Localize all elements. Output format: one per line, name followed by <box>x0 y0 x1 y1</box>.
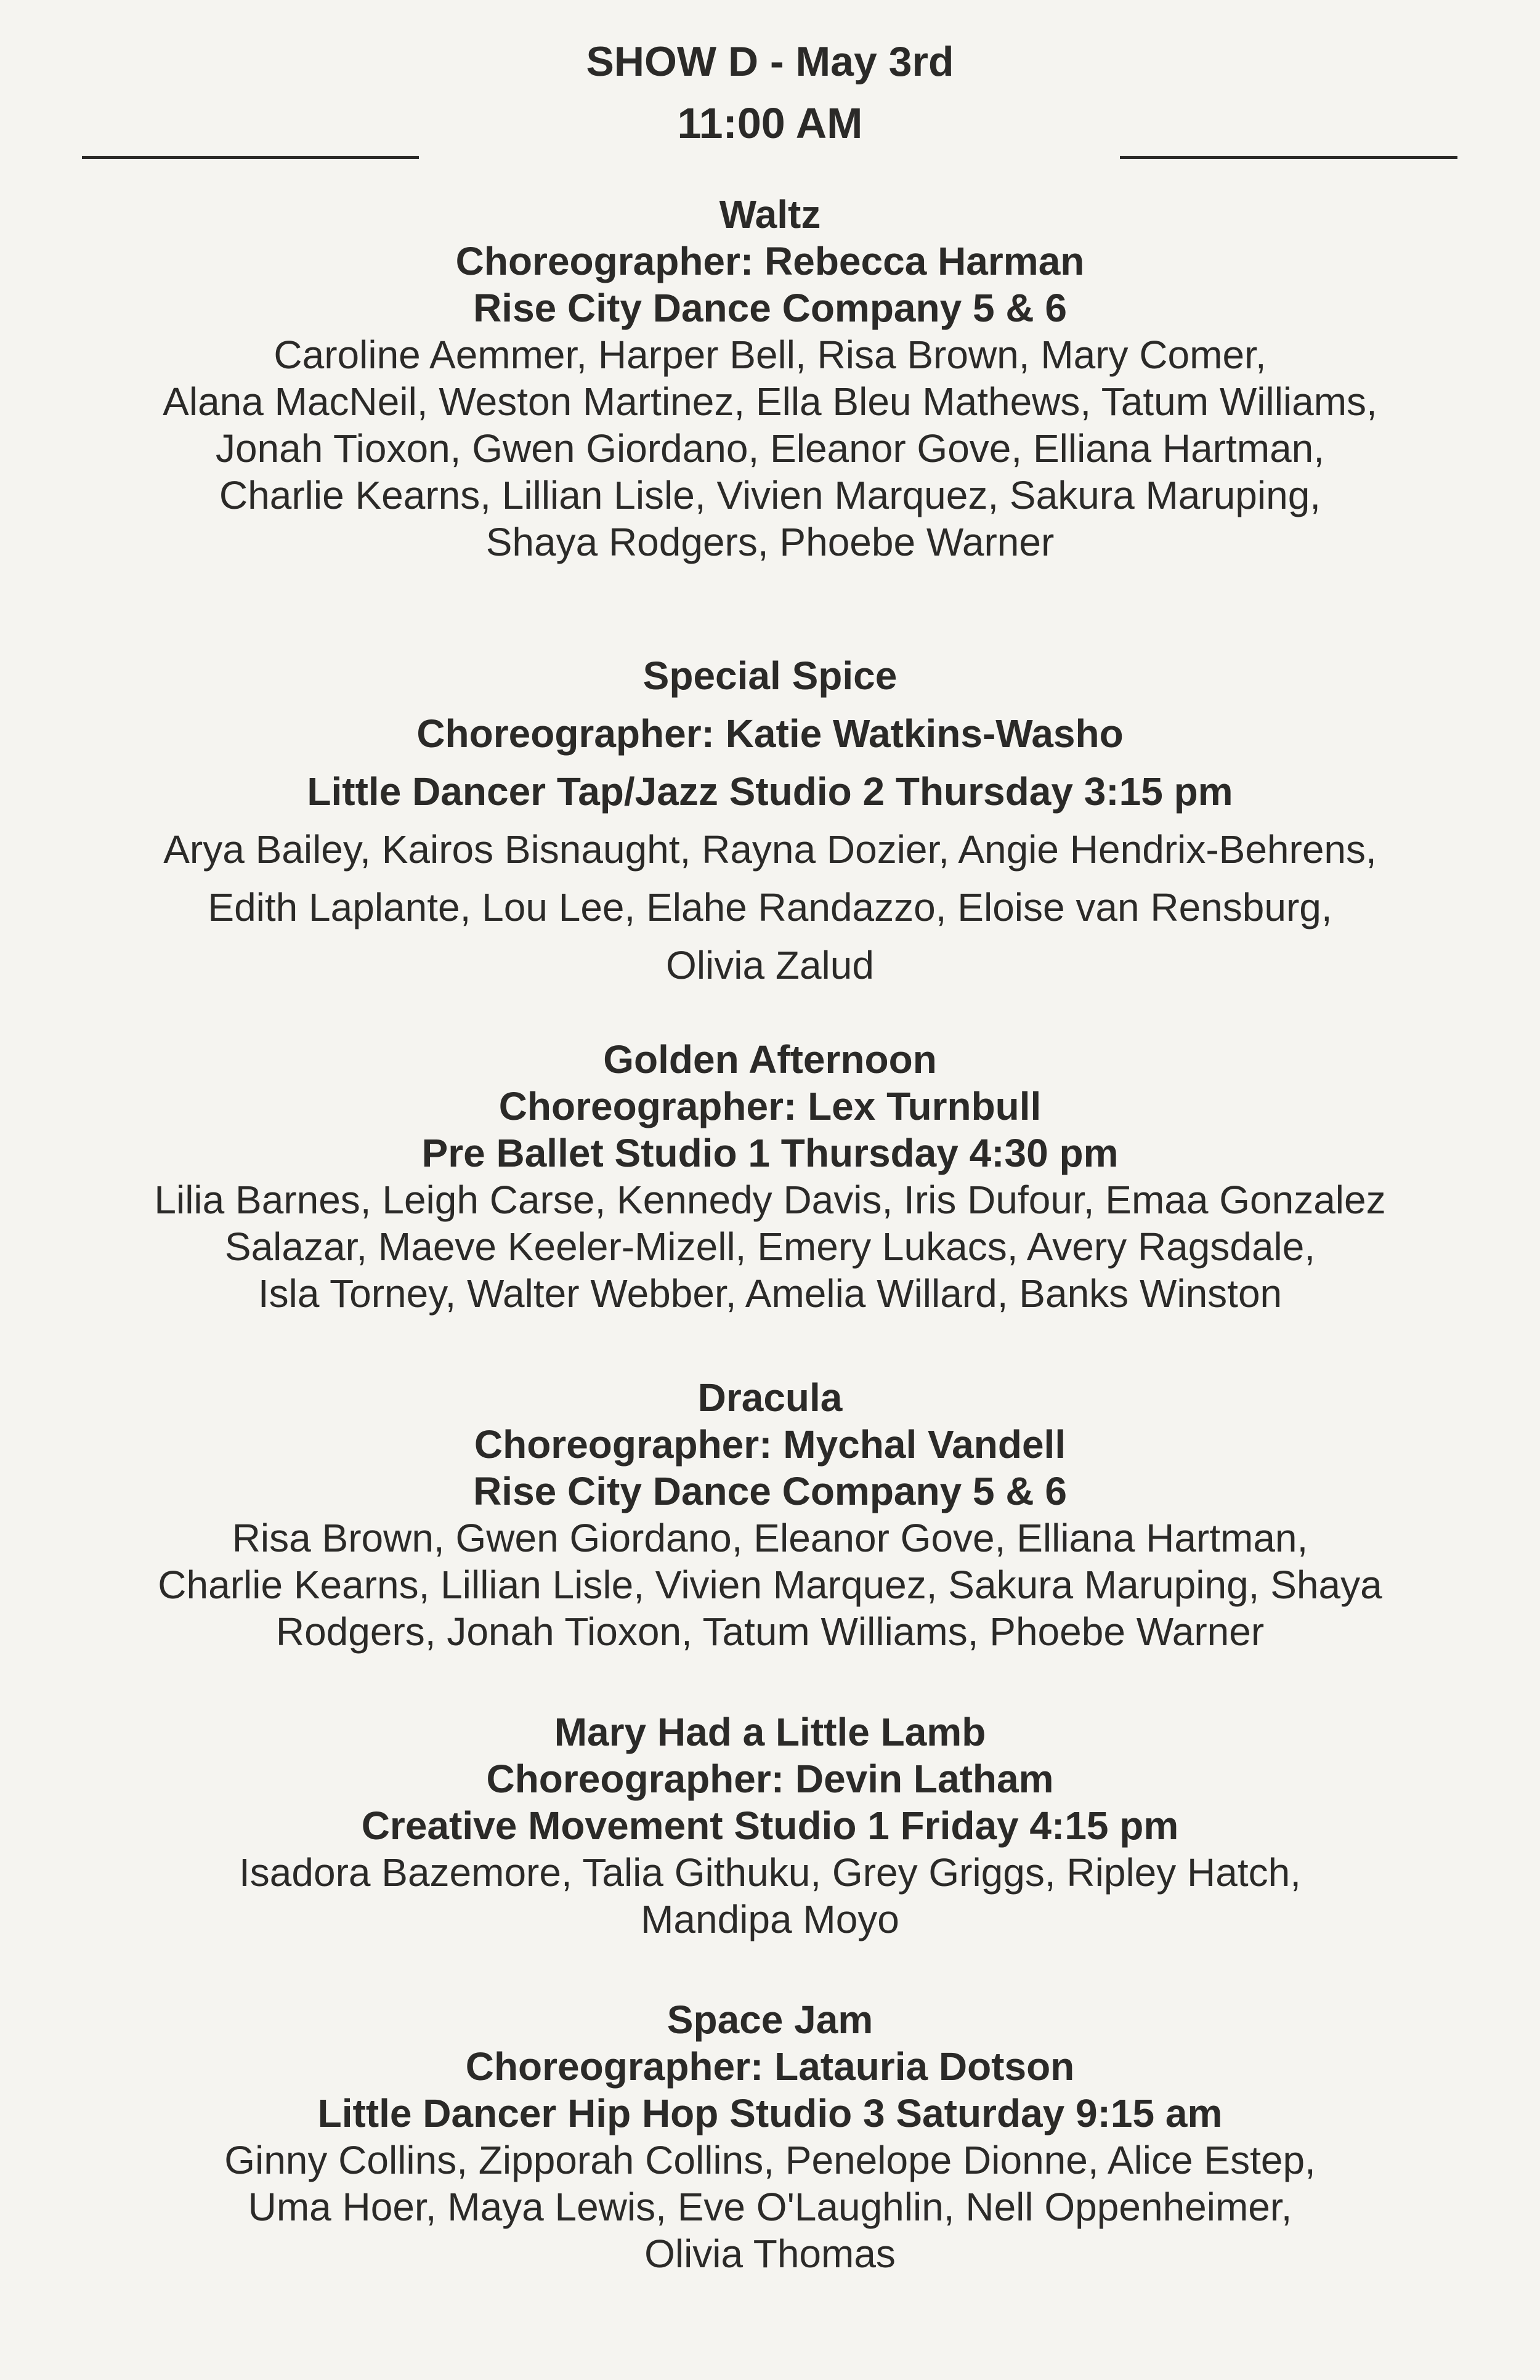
cast-line: Mandipa Moyo <box>641 1897 899 1941</box>
piece-choreographer: Choreographer: Mychal Vandell <box>474 1422 1066 1467</box>
piece-title: Special Spice <box>642 654 898 698</box>
show-title: SHOW D - May 3rd <box>586 38 954 85</box>
piece-title: Golden Afternoon <box>603 1037 937 1082</box>
cast-line: Olivia Zalud <box>666 943 874 987</box>
piece-dracula <box>0 1374 1540 1655</box>
piece-title: Mary Had a Little Lamb <box>554 1710 986 1754</box>
piece-class: Creative Movement Studio 1 Friday 4:15 pm <box>361 1803 1179 1848</box>
cast-line: Alana MacNeil, Weston Martinez, Ella Bleu Mathews, Tatum Williams, <box>163 379 1377 424</box>
piece-choreographer: Choreographer: Latauria Dotson <box>465 2044 1075 2089</box>
piece-class: Pre Ballet Studio 1 Thursday 4:30 pm <box>421 1131 1119 1175</box>
cast-line: Charlie Kearns, Lillian Lisle, Vivien Marquez, Sakura Maruping, <box>219 473 1321 517</box>
piece-choreographer: Choreographer: Devin Latham <box>486 1757 1054 1801</box>
piece-waltz <box>0 191 1540 565</box>
cast-line: Salazar, Maeve Keeler-Mizell, Emery Lukacs, Avery Ragsdale, <box>224 1224 1316 1269</box>
cast-line: Jonah Tioxon, Gwen Giordano, Eleanor Gove, Elliana Hartman, <box>215 426 1325 471</box>
piece-choreographer: Choreographer: Rebecca Harman <box>455 239 1085 283</box>
cast-line: Shaya Rodgers, Phoebe Warner <box>485 520 1055 564</box>
piece-choreographer: Choreographer: Katie Watkins-Washo <box>416 711 1124 756</box>
piece-title: Waltz <box>719 192 821 237</box>
cast-line: Rodgers, Jonah Tioxon, Tatum Williams, Phoebe Warner <box>275 1609 1265 1654</box>
piece-title: Space Jam <box>667 1997 873 2042</box>
piece-mary-had-a-little-lamb <box>0 1709 1540 1943</box>
cast-line: Olivia Thomas <box>644 2232 896 2276</box>
piece-title: Dracula <box>697 1375 843 1420</box>
piece-class: Little Dancer Hip Hop Studio 3 Saturday 9:15 am <box>317 2091 1223 2135</box>
show-time: 11:00 AM <box>677 99 863 147</box>
piece-special-spice <box>0 647 1540 994</box>
cast-line: Ginny Collins, Zipporah Collins, Penelope Dionne, Alice Estep, <box>224 2138 1316 2182</box>
program-header <box>0 31 1540 154</box>
piece-class: Little Dancer Tap/Jazz Studio 2 Thursday 3:15 pm <box>307 769 1233 814</box>
cast-line: Isla Torney, Walter Webber, Amelia Willard, Banks Winston <box>257 1271 1283 1316</box>
piece-space-jam <box>0 1996 1540 2277</box>
header-rule-left <box>82 156 419 159</box>
piece-class: Rise City Dance Company 5 & 6 <box>473 286 1067 330</box>
cast-line: Caroline Aemmer, Harper Bell, Risa Brown, Mary Comer, <box>274 333 1266 377</box>
cast-line: Charlie Kearns, Lillian Lisle, Vivien Marquez, Sakura Maruping, Shaya <box>158 1563 1382 1607</box>
cast-line: Risa Brown, Gwen Giordano, Eleanor Gove, Elliana Hartman, <box>232 1516 1308 1560</box>
piece-choreographer: Choreographer: Lex Turnbull <box>498 1084 1042 1128</box>
header-rule-right <box>1120 156 1457 159</box>
cast-line: Arya Bailey, Kairos Bisnaught, Rayna Dozier, Angie Hendrix-Behrens, <box>163 827 1377 872</box>
piece-golden-afternoon <box>0 1036 1540 1317</box>
cast-line: Uma Hoer, Maya Lewis, Eve O'Laughlin, Nell Oppenheimer, <box>248 2185 1292 2229</box>
cast-line: Edith Laplante, Lou Lee, Elahe Randazzo, Eloise van Rensburg, <box>208 885 1332 929</box>
cast-line: Isadora Bazemore, Talia Githuku, Grey Griggs, Ripley Hatch, <box>239 1850 1301 1895</box>
piece-class: Rise City Dance Company 5 & 6 <box>473 1469 1067 1513</box>
cast-line: Lilia Barnes, Leigh Carse, Kennedy Davis, Iris Dufour, Emaa Gonzalez <box>154 1178 1386 1222</box>
